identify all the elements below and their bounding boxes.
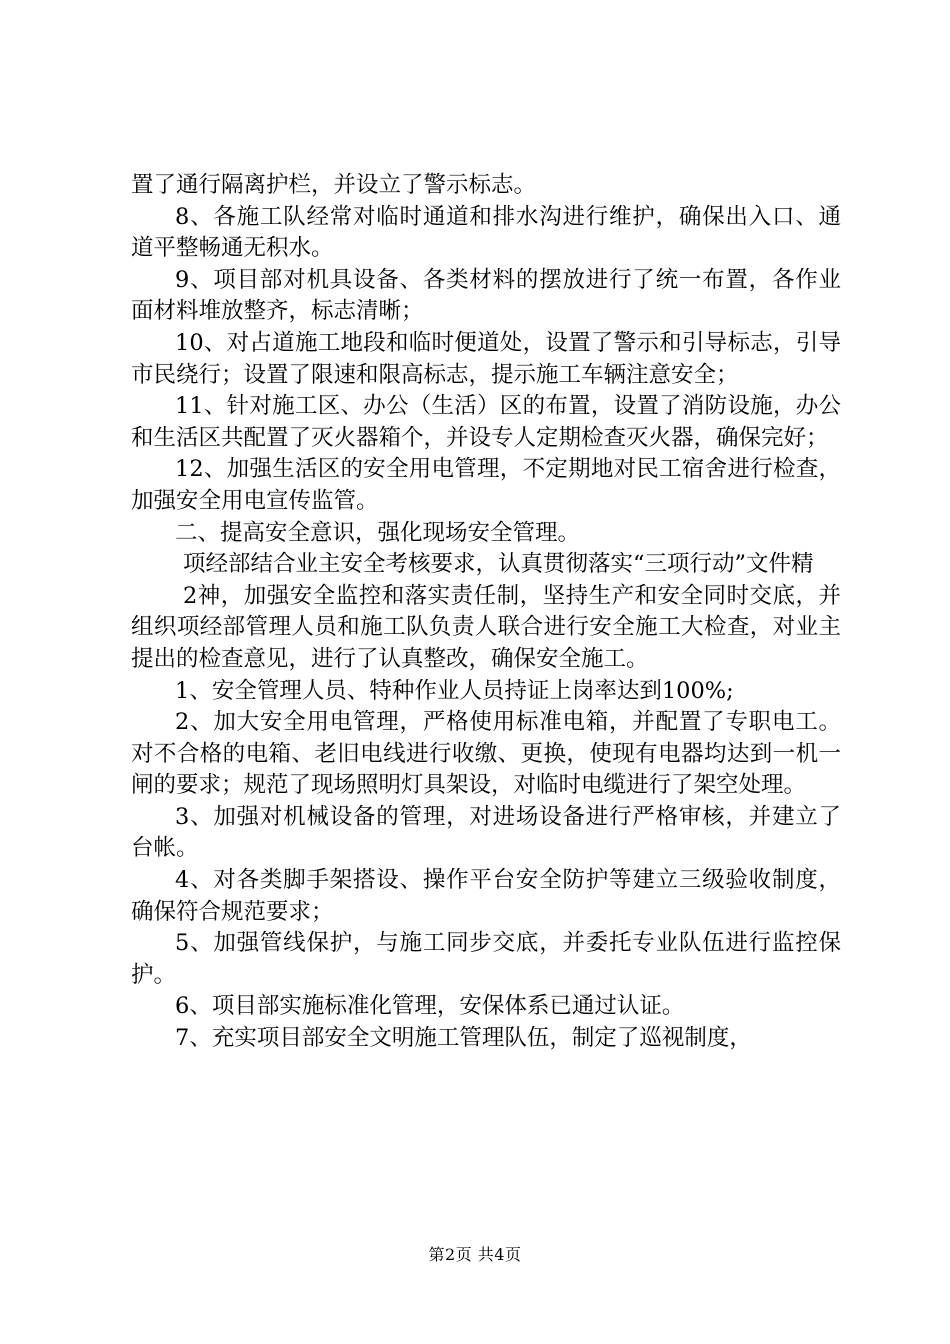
- paragraph: 10、对占道施工地段和临时便道处，设置了警示和引导标志，引导市民绕行；设置了限速和限高标志，提示施工车辆注意安全；: [131, 329, 841, 388]
- page-footer: 第2页 共4页: [428, 1245, 522, 1264]
- section-heading: 二、提高安全意识，强化现场安全管理。: [175, 519, 581, 546]
- paragraph: 8、各施工队经常对临时通道和排水沟进行维护，确保出入口、通道平整畅通无积水。: [131, 203, 841, 262]
- paragraph: 3、加强对机械设备的管理，对进场设备进行严格审核，并建立了台帐。: [131, 803, 841, 862]
- paragraph: 2神，加强安全监控和落实责任制，坚持生产和安全同时交底，并组织项经部管理人员和施工队负责人联合进行安全施工大检查，对业主提出的检查意见，进行了认真整改，确保安全施工。: [131, 582, 841, 672]
- paragraph: 6、项目部实施标准化管理，安保体系已通过认证。: [175, 993, 685, 1020]
- paragraph: 置了通行隔离护栏，并设立了警示标志。: [131, 172, 537, 198]
- paragraph: 11、针对施工区、办公（生活）区的布置，设置了消防设施，办公和生活区共配置了灭火器箱个，并设专人定期检查灭火器，确保完好；: [131, 393, 841, 451]
- document-body: [131, 170, 841, 1055]
- paragraph: 2、加大安全用电管理，严格使用标准电箱，并配置了专职电工。对不合格的电箱、老旧电线进行收缴、更换，使现有电器均达到一机一闸的要求；规范了现场照明灯具架设，对临时电缆进行了架空处理。: [131, 709, 841, 799]
- paragraph: 4、对各类脚手架搭设、操作平台安全防护等建立三级验收制度，确保符合规范要求；: [131, 867, 841, 925]
- paragraph: 7、充实项目部安全文明施工管理队伍，制定了巡视制度，: [175, 1025, 752, 1052]
- paragraph: 12、加强生活区的安全用电管理，不定期地对民工宿舍进行检查，加强安全用电宣传监管。: [131, 456, 841, 514]
- paragraph: 1、安全管理人员、特种作业人员持证上岗率达到100%;: [175, 677, 734, 704]
- paragraph: 项经部结合业主安全考核要求，认真贯彻落实“三项行动”文件精: [183, 551, 814, 578]
- paragraph: 9、项目部对机具设备、各类材料的摆放进行了统一布置，各作业面材料堆放整齐，标志清晰；: [131, 266, 841, 325]
- paragraph: 5、加强管线保护，与施工同步交底，并委托专业队伍进行监控保护。: [131, 930, 841, 988]
